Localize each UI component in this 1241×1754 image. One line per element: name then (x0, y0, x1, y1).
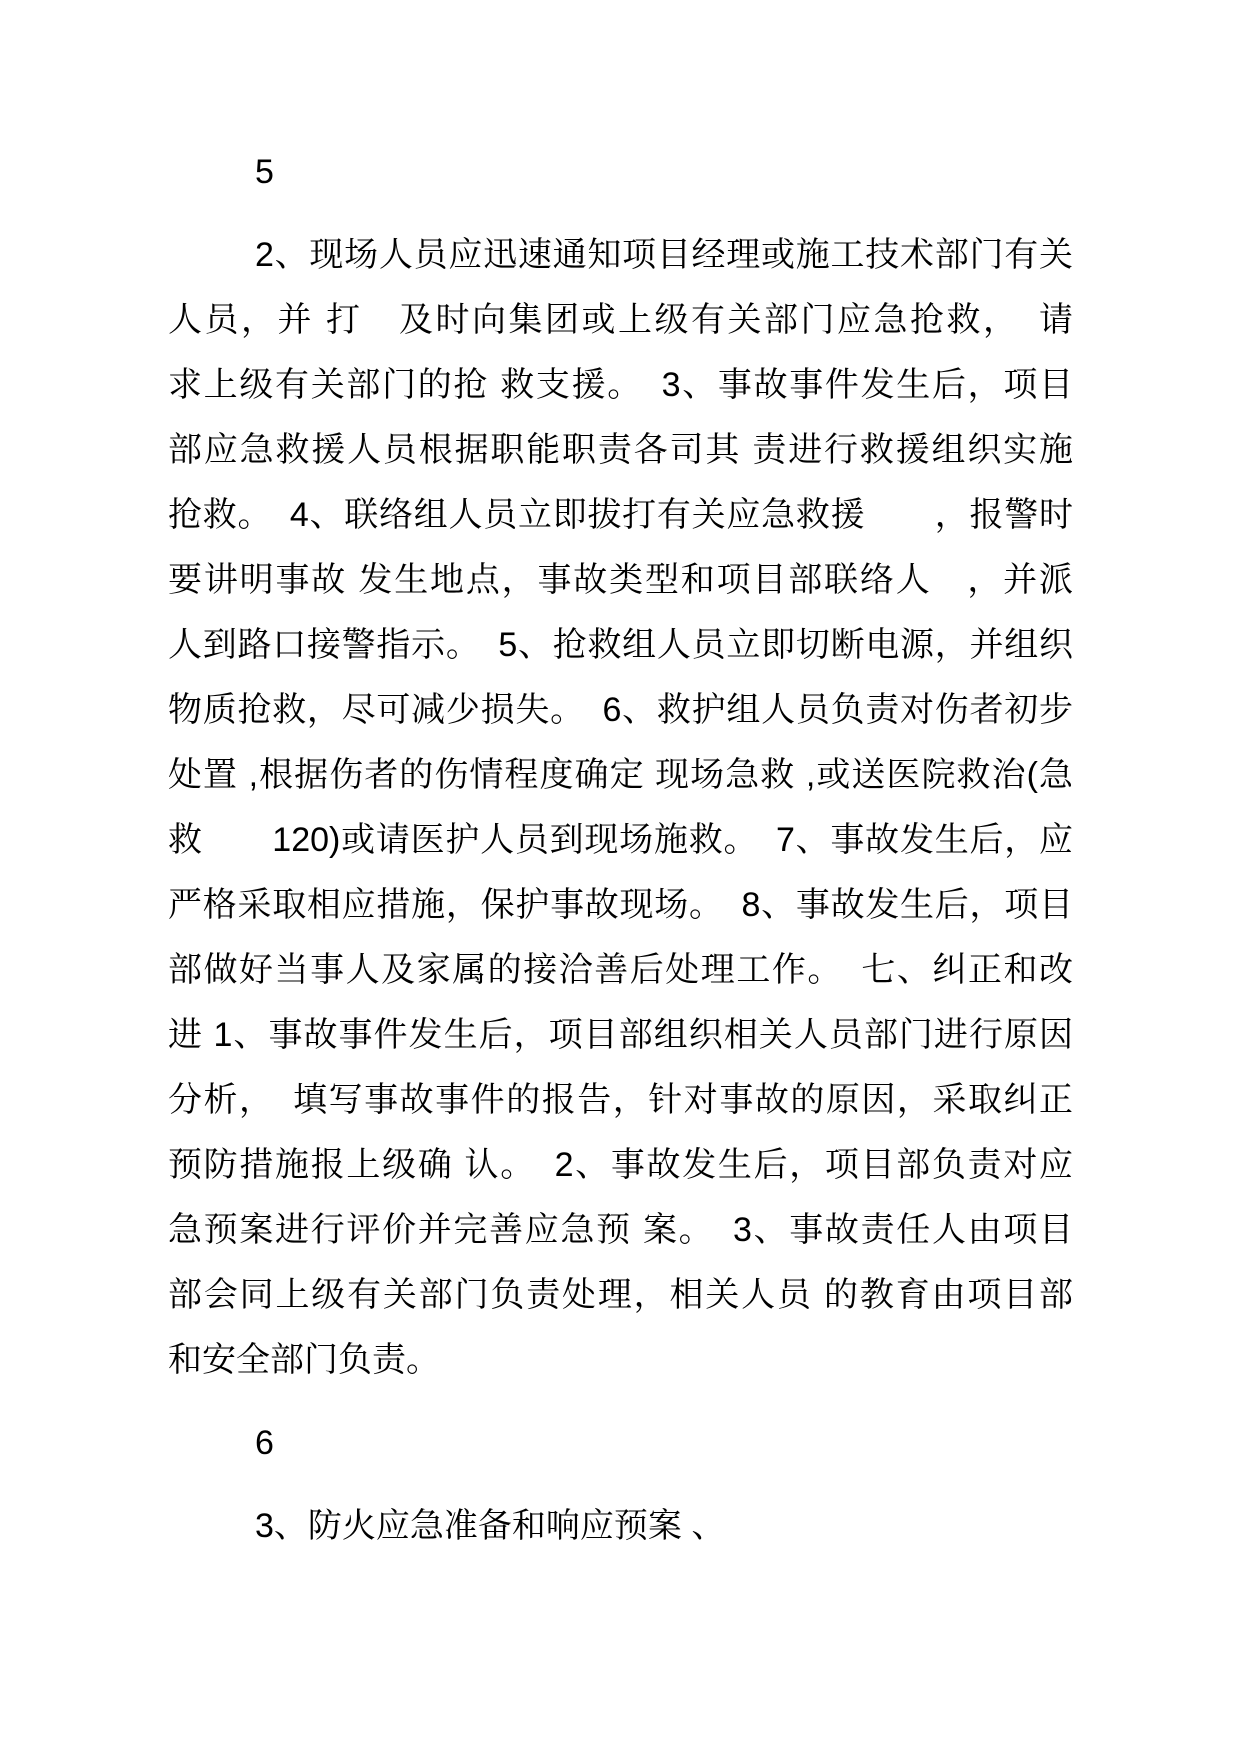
section-heading: 3、防火应急准备和响应预案 、 (255, 1507, 726, 1545)
text-line: 人到路口接警指示。 5、抢救组人员立即切断电源，并组织 (168, 626, 1073, 664)
page-number-bottom: 6 (255, 1424, 274, 1462)
text-line: 部做好当事人及家属的接洽善后处理工作。 七、纠正和改 (168, 951, 1073, 989)
text-line: 物质抢救，尽可减少损失。 6、救护组人员负责对伤者初步 (168, 691, 1073, 729)
text-line: 处置 ,根据伤者的伤情程度确定 现场急救 ,或送医院救治(急 (168, 756, 1073, 794)
text-line: 2、现场人员应迅速通知项目经理或施工技术部门有关 (255, 236, 1073, 274)
body-paragraph (168, 223, 1073, 1393)
text-line: 和安全部门负责。 (168, 1341, 440, 1379)
text-line: 进 1、事故事件发生后，项目部组织相关人员部门进行原因 (168, 1016, 1073, 1054)
text-line: 人员，并 打 及时向集团或上级有关部门应急抢救， 请 (168, 301, 1073, 339)
text-line: 预防措施报上级确 认。 2、事故发生后，项目部负责对应 (168, 1146, 1073, 1184)
text-line: 求上级有关部门的抢 救支援。 3、事故事件发生后，项目 (168, 366, 1073, 404)
text-line: 抢救。 4、联络组人员立即拔打有关应急救援 ，报警时 (168, 496, 1073, 534)
text-line: 救 120)或请医护人员到现场施救。 7、事故发生后，应 (168, 821, 1073, 859)
text-line: 要讲明事故 发生地点，事故类型和项目部联络人 ，并派 (168, 561, 1073, 599)
page-number-top: 5 (255, 153, 274, 191)
text-line: 部会同上级有关部门负责处理，相关人员 的教育由项目部 (168, 1276, 1073, 1314)
text-line: 严格采取相应措施，保护事故现场。 8、事故发生后，项目 (168, 886, 1073, 924)
text-line: 分析， 填写事故事件的报告，针对事故的原因，采取纠正 (168, 1081, 1073, 1119)
text-line: 急预案进行评价并完善应急预 案。 3、事故责任人由项目 (168, 1211, 1073, 1249)
text-line: 部应急救援人员根据职能职责各司其 责进行救援组织实施 (168, 431, 1073, 469)
